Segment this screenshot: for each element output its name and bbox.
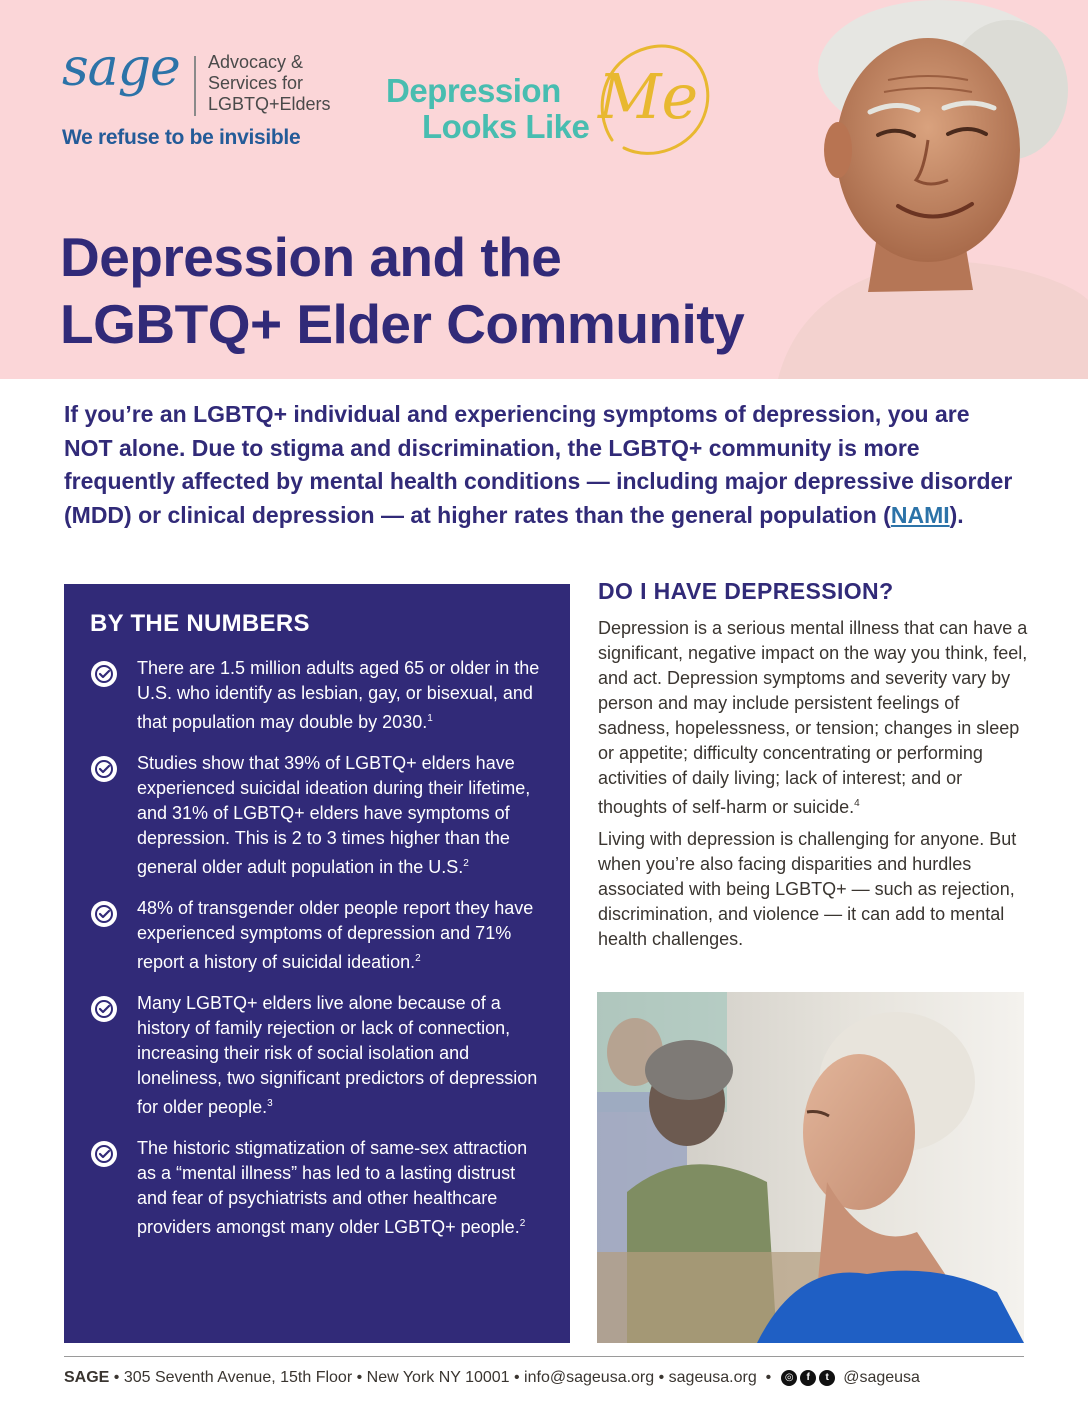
logo-divider: [194, 56, 196, 116]
hero-banner: [0, 0, 1088, 379]
footer-contact: • 305 Seventh Avenue, 15th Floor • New York NY 10001 • info@sageusa.org • sageusa.org •: [109, 1369, 772, 1386]
question-paragraph-2: Living with depression is challenging for anyone. But when you’re also facing disparities and hurdles associated with being LGBTQ+ — such as rejection, discrimination, and violence — it can add to mental health challenges.: [598, 829, 1017, 949]
numbers-heading: BY THE NUMBERS: [90, 610, 310, 637]
numbers-list: [90, 656, 550, 1256]
check-circle-icon: [90, 660, 118, 688]
depression-question-body: [598, 616, 1028, 959]
list-item: There are 1.5 million adults aged 65 or older in the U.S. who identify as lesbian, gay, or bisexual, and that population may double by 2030.$^1$: [90, 656, 550, 735]
by-the-numbers-panel: [64, 584, 570, 1343]
check-circle-icon: [90, 755, 118, 783]
check-circle-icon: [90, 1140, 118, 1168]
social-icons: [781, 1370, 835, 1386]
campaign-me: Me: [598, 60, 699, 133]
campaign-logo: [386, 40, 716, 165]
check-circle-icon: [90, 900, 118, 928]
intro-paragraph: If you’re an LGBTQ+ individual and experiencing symptoms of depression, you are NOT alone. Due to stigma and discrimination, the LGBTQ+ community is more frequently affected by mental health conditions — including major depressive disorder (MDD) or clinical depression — at higher rates than the general population (NAMI).: [64, 401, 1013, 528]
footer: [64, 1369, 1024, 1387]
campaign-line1: Depression: [386, 72, 561, 109]
depression-question-heading: DO I HAVE DEPRESSION?: [598, 578, 894, 604]
question-paragraph-1: Depression is a serious mental illness that can have a significant, negative impact on the way you think, feel, and act. Depression symptoms and severity vary by person and may include persistent feelings of sadness, hopelessness, or tension; changes in sleep or appetite; difficulty concentrating or performing activities of daily living; lack of interest; and or thoughts of self-harm or suicide.$^4$: [598, 618, 1028, 817]
facebook-icon[interactable]: f: [800, 1370, 816, 1386]
nami-link[interactable]: NAMI: [890, 501, 950, 528]
sage-tagline: Advocacy & Services for LGBTQ+Elders: [208, 52, 331, 114]
instagram-icon[interactable]: ◎: [781, 1370, 797, 1386]
list-item: 48% of transgender older people report they have experienced symptoms of depression and 71% report a history of suicidal ideation.$^2$: [90, 896, 550, 975]
check-circle-icon: [90, 995, 118, 1023]
group-elders-photo: [597, 992, 1024, 1343]
list-item: Many LGBTQ+ elders live alone because of a history of family rejection or lack of connection, increasing their risk of social isolation and loneliness, two significant predictors of depression for older people.$^3$: [90, 991, 550, 1120]
campaign-line2: Looks Like: [422, 108, 590, 145]
page-title: Depression and the LGBTQ+ Elder Community: [60, 226, 745, 355]
footer-brand: SAGE: [64, 1369, 110, 1386]
sage-wordmark: sage: [62, 38, 180, 98]
list-item: The historic stigmatization of same-sex attraction as a “mental illness” has led to a lasting distrust and fear of psychiatrists and other healthcare providers amongst many older LGBTQ+ people.$^2$: [90, 1136, 550, 1240]
elder-portrait-image: [758, 0, 1088, 379]
social-handle[interactable]: @sageusa: [843, 1369, 920, 1386]
list-item: Studies show that 39% of LGBTQ+ elders have experienced suicidal ideation during their lifetime, and 31% of LGBTQ+ elders have symptoms of depression. This is 2 to 3 times higher than the general older adult population in the U.S.$^2$: [90, 751, 550, 880]
footer-rule: [64, 1356, 1024, 1357]
twitter-icon[interactable]: t: [819, 1370, 835, 1386]
sage-slogan: We refuse to be invisible: [62, 126, 301, 149]
